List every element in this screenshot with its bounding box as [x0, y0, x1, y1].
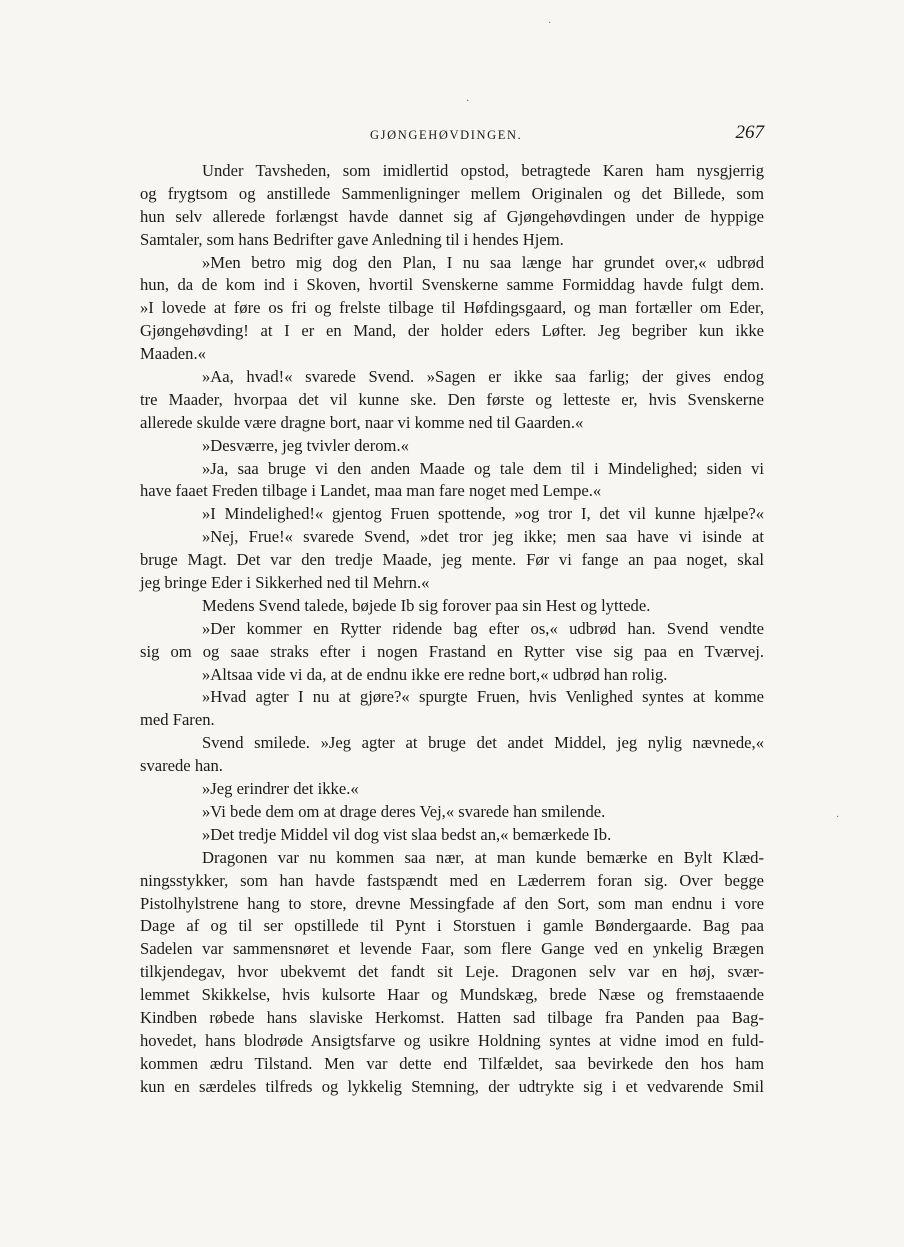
text-line: Kindben røbede hans slaviske Herkomst. Hatten sad tilbage fra Panden paa Bag- [140, 1007, 764, 1027]
page-number: 267 [735, 122, 764, 143]
text-line: »Nej, Frue!« svarede Svend, »det tror jeg ikke; men saa have vi isinde at [202, 527, 764, 547]
text-line: kommen ædru Tilstand. Men var dette end Tilfældet, saa bevirkede den hos ham [140, 1053, 764, 1073]
text-line: Medens Svend talede, bøjede Ib sig forover paa sin Hest og lyttede. [202, 595, 651, 615]
text-line: bruge Magt. Det var den tredje Maade, jeg mente. Før vi fange an paa noget, skal [140, 550, 764, 570]
text-line: hun, da de kom ind i Skoven, hvortil Svenskerne samme Formiddag havde fulgt dem. [140, 275, 764, 295]
text-line: »Der kommer en Rytter ridende bag efter os,« udbrød han. Svend vendte [202, 618, 764, 638]
text-line: jeg bringe Eder i Sikkerhed ned til Mehrn.« [140, 573, 430, 593]
text-line: Dragonen var nu kommen saa nær, at man kunde bemærke en Bylt Klæd- [202, 847, 764, 867]
text-line: »Aa, hvad!« svarede Svend. »Sagen er ikke saa farlig; der gives endog [202, 367, 764, 387]
text-line: »I lovede at føre os fri og frelste tilbage til Høfdingsgaard, og man fortæller om Eder, [140, 298, 764, 318]
text-line: Samtaler, som hans Bedrifter gave Anledning til i hendes Hjem. [140, 229, 564, 249]
text-line: »Vi bede dem om at drage deres Vej,« svarede han smilende. [202, 801, 606, 821]
text-line: med Faren. [140, 710, 215, 730]
text-line: »Det tredje Middel vil dog vist slaa bedst an,« bemærkede Ib. [202, 824, 612, 844]
text-line: Gjøngehøvding! at I er en Mand, der holder eders Løfter. Jeg begriber kun ikke [140, 321, 764, 341]
text-line: lemmet Skikkelse, hvis kulsorte Haar og Mundskæg, brede Næse og fremstaaende [140, 985, 764, 1005]
text-line: »Altsaa vide vi da, at de endnu ikke ere redne bort,« udbrød han rolig. [202, 664, 668, 684]
page-header [140, 122, 764, 146]
text-line: kun en særdeles tilfreds og lykkelig Stemning, der udtrykte sig i et vedvarende Smil [140, 1076, 764, 1096]
text-line: »Men betro mig dog den Plan, I nu saa længe har grundet over,« udbrød [202, 252, 764, 272]
scan-speck: · [466, 96, 470, 107]
text-line: Pistolhylstrene hang to store, drevne Messingfade af den Sort, som man endnu i vore [140, 893, 764, 913]
text-line: ningsstykker, som han havde fastspændt med en Læderrem foran sig. Over begge [140, 870, 764, 890]
text-line: hun selv allerede forlængst havde dannet sig af Gjøngehøvdingen under de hyppige [140, 206, 764, 226]
text-line: Under Tavsheden, som imidlertid opstod, betragtede Karen ham nysgjerrig [202, 161, 764, 180]
text-line: tilkjendegav, hvor ubekvemt det fandt sit Leje. Dragonen selv var en høj, svær- [140, 962, 764, 982]
text-line: Maaden.« [140, 344, 206, 364]
text-line: »Jeg erindrer det ikke.« [202, 779, 359, 799]
text-line: og frygtsom og anstillede Sammenligninger mellem Originalen og det Billede, som [140, 183, 764, 203]
text-line: Dage af og til ser opstillede til Pynt i Storstuen i gamle Bøndergaarde. Bag paa [140, 916, 764, 936]
text-line: »Ja, saa bruge vi den anden Maade og tale dem til i Mindelighed; siden vi [202, 458, 764, 478]
text-line: Sadelen var sammensnøret et levende Faar, som flere Gange ved en ynkelig Brægen [140, 939, 764, 959]
text-line: »Desværre, jeg tvivler derom.« [202, 435, 409, 455]
running-title: GJØNGEHØVDINGEN. [370, 128, 523, 142]
text-line: »I Mindelighed!« gjentog Fruen spottende, »og tror I, det vil kunne hjælpe?« [202, 504, 764, 524]
text-line: have faaet Freden tilbage i Landet, maa man fare noget med Lempe.« [140, 481, 602, 501]
text-line: Svend smilede. »Jeg agter at bruge det andet Middel, jeg nylig nævnede,« [202, 733, 764, 753]
text-line: hovedet, hans blodrøde Ansigtsfarve og usikre Holdning syntes at vidne imod en fuld- [140, 1030, 764, 1050]
scan-speck: · [548, 18, 552, 29]
body-text [140, 160, 764, 1099]
text-line: tre Maader, hvorpaa det vil kunne ske. Den første og letteste er, hvis Svenskerne [140, 389, 764, 409]
text-line: sig om og saae straks efter i nogen Frastand en Rytter vise sig paa en Tværvej. [140, 641, 764, 661]
text-line: »Hvad agter I nu at gjøre?« spurgte Fruen, hvis Venlighed syntes at komme [202, 687, 764, 707]
scan-speck: · [836, 812, 840, 823]
text-line: allerede skulde være dragne bort, naar vi komme ned til Gaarden.« [140, 412, 584, 432]
text-line: svarede han. [140, 756, 223, 776]
